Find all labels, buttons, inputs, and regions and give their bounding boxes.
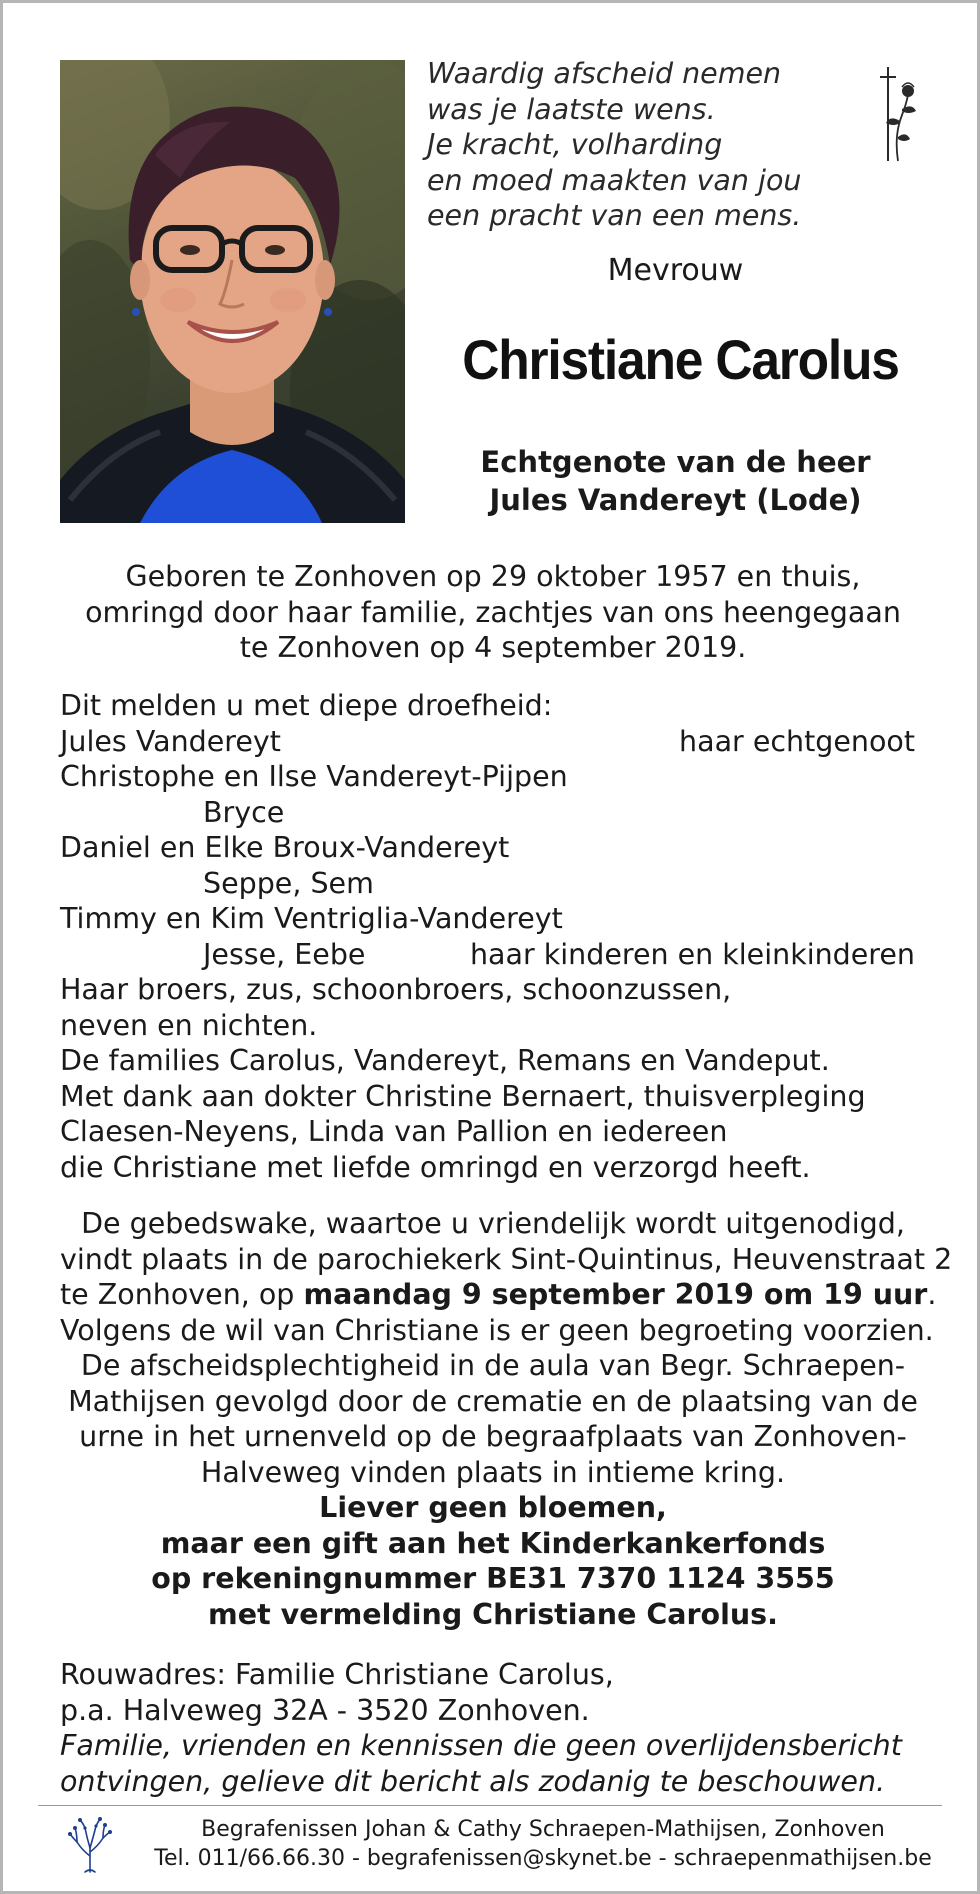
footer-contact: Tel. 011/66.66.30 - begrafenissen@skynet.be - schraepenmathijsen.be	[154, 1846, 932, 1871]
birth-death-info	[60, 559, 926, 666]
footer-divider	[38, 1805, 942, 1806]
list-item	[60, 1043, 926, 1079]
poem	[427, 56, 847, 234]
list-item	[60, 1150, 926, 1186]
children-role: haar kinderen en kleinkinderen	[469, 937, 915, 971]
list-item	[60, 724, 926, 760]
ceremony-line: vindt plaats in de parochiekerk Sint-Quintinus, Heuvenstraat 2	[60, 1242, 953, 1276]
ceremony-date-line	[60, 1277, 937, 1313]
donation-line: met vermelding Christiane Carolus.	[208, 1597, 778, 1631]
ceremony-line: De gebedswake, waartoe u vriendelijk wordt uitgenodigd,	[81, 1207, 905, 1240]
child-name: Daniel en Elke Broux-Vandereyt	[60, 831, 510, 864]
ceremony-date-prefix: te Zonhoven, op	[60, 1278, 304, 1311]
tree-logo-icon	[65, 1816, 115, 1874]
list-item	[60, 795, 926, 831]
spouse-info	[423, 443, 928, 519]
list-item	[60, 759, 926, 795]
address-note: Familie, vrienden en kennissen die geen overlijdensbericht	[60, 1729, 902, 1762]
list-item	[60, 937, 926, 973]
portrait-photo	[60, 60, 405, 523]
birth-line: te Zonhoven op 4 september 2019.	[239, 631, 747, 664]
address-line: Rouwadres: Familie Christiane Carolus,	[60, 1658, 614, 1691]
address-line: p.a. Halveweg 32A - 3520 Zonhoven.	[60, 1693, 590, 1727]
ceremony-info	[60, 1206, 953, 1632]
siblings-line: neven en nichten.	[60, 1008, 318, 1042]
grandchildren-names: Seppe, Sem	[203, 866, 374, 900]
footer-line: Begrafenissen Johan & Cathy Schraepen-Mathijsen, Zonhoven	[201, 1817, 885, 1842]
families-line: De families Carolus, Vandereyt, Remans en Vandeput.	[60, 1044, 830, 1077]
funeral-home-footer	[123, 1815, 963, 1873]
mourning-address	[60, 1657, 926, 1799]
family-intro: Dit melden u met diepe droefheid:	[60, 689, 553, 722]
thanks-line: Met dank aan dokter Christine Bernaert, thuisverpleging	[60, 1079, 866, 1113]
list-item	[60, 866, 926, 902]
list-item	[60, 1079, 926, 1115]
child-name: Timmy en Kim Ventriglia-Vandereyt	[60, 902, 563, 935]
ceremony-line: urne in het urnenveld op de begraafplaats van Zonhoven-	[79, 1420, 907, 1453]
birth-line: Geboren te Zonhoven op 29 oktober 1957 en thuis,	[125, 560, 861, 593]
poem-line: Je kracht, volharding	[427, 128, 723, 161]
donation-line: maar een gift aan het Kinderkankerfonds	[160, 1526, 826, 1560]
thanks-line: Claesen-Neyens, Linda van Pallion en iedereen	[60, 1115, 728, 1148]
poem-line: en moed maakten van jou	[427, 163, 802, 197]
list-item	[60, 688, 926, 724]
spouse-line: Echtgenote van de heer	[480, 445, 871, 479]
list-item	[60, 1008, 926, 1044]
title-prefix: Mevrouw	[607, 253, 744, 288]
spouse-name: Jules Vandereyt	[60, 724, 281, 758]
donation-line: op rekeningnummer BE31 7370 1124 3555	[151, 1562, 835, 1595]
siblings-line: Haar broers, zus, schoonbroers, schoonzussen,	[60, 973, 732, 1006]
ceremony-date: maandag 9 september 2019 om 19 uur	[303, 1278, 928, 1311]
birth-line: omringd door haar familie, zachtjes van ons heengegaan	[85, 595, 901, 629]
poem-line: Waardig afscheid nemen	[427, 57, 782, 90]
cross-with-rose-icon	[876, 65, 920, 163]
list-item	[60, 830, 926, 866]
spouse-role: haar echtgenoot	[679, 724, 915, 758]
ceremony-line: Halveweg vinden plaats in intieme kring.	[200, 1455, 786, 1489]
thanks-line: die Christiane met liefde omringd en verzorgd heeft.	[60, 1150, 811, 1184]
ceremony-date-suffix: .	[927, 1278, 937, 1311]
poem-line: een pracht van een mens.	[427, 199, 802, 232]
grandchildren-names: Jesse, Eebe	[203, 937, 366, 971]
poem-line: was je laatste wens.	[427, 92, 716, 126]
donation-line: Liever geen bloemen,	[319, 1491, 667, 1524]
list-item	[60, 901, 926, 937]
ceremony-line: Volgens de wil van Christiane is er geen begroeting voorzien.	[60, 1313, 934, 1347]
ceremony-line: De afscheidsplechtigheid in de aula van Begr. Schraepen-	[80, 1349, 906, 1382]
spouse-line: Jules Vandereyt (Lode)	[489, 483, 862, 517]
list-item	[60, 972, 926, 1008]
address-note: ontvingen, gelieve dit bericht als zodanig te beschouwen.	[60, 1764, 886, 1798]
deceased-name: Christiane Carolus	[462, 328, 899, 391]
family-list	[60, 688, 926, 1185]
grandchildren-names: Bryce	[203, 795, 285, 829]
list-item	[60, 1114, 926, 1150]
child-name: Christophe en Ilse Vandereyt-Pijpen	[60, 760, 568, 793]
ceremony-line: Mathijsen gevolgd door de crematie en de plaatsing van de	[68, 1384, 918, 1418]
